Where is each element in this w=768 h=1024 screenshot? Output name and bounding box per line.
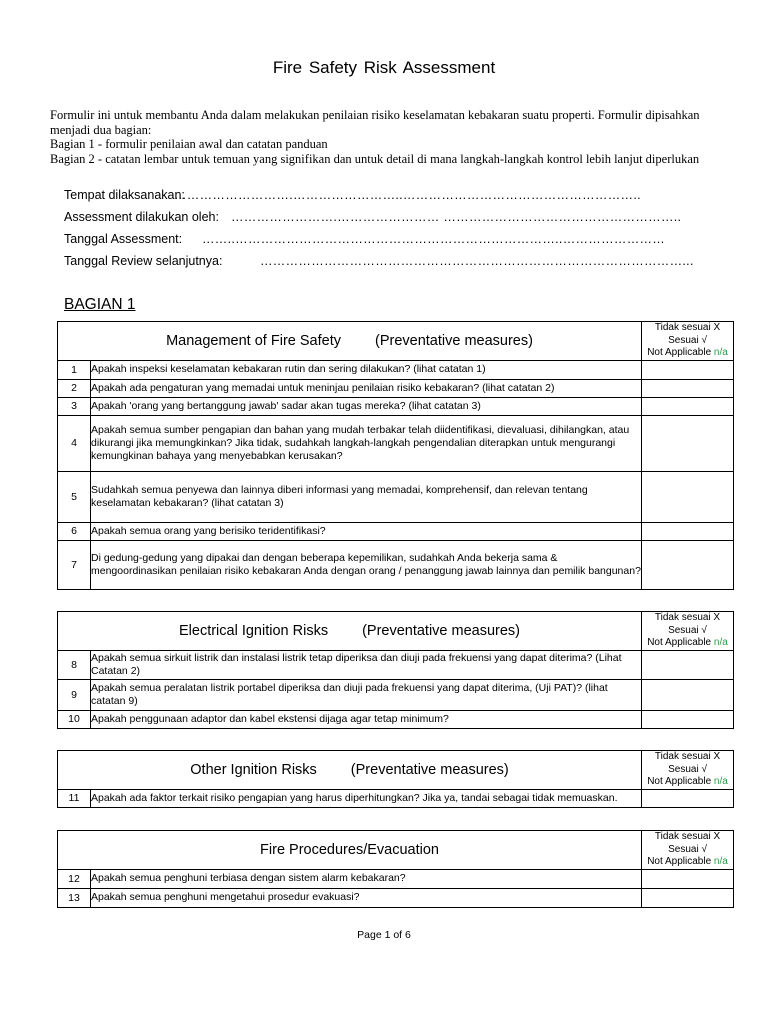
legend-not-compliant: Tidak sesuai X <box>654 831 721 842</box>
field-blank[interactable]: ……………………….……………………..……………………………………………….. <box>174 188 641 202</box>
field-assessor <box>64 210 682 224</box>
field-label: Tempat dilaksanakan: <box>64 188 185 202</box>
answer-cell[interactable] <box>642 540 734 589</box>
answer-cell[interactable] <box>642 869 734 888</box>
table-row <box>58 415 734 471</box>
section-table-other-ignition <box>57 750 734 808</box>
answer-cell[interactable] <box>642 888 734 907</box>
intro-paragraph <box>50 108 740 166</box>
table-row <box>58 522 734 540</box>
table-row <box>58 789 734 807</box>
row-number: 6 <box>58 522 91 540</box>
intro-line: Formulir ini untuk membantu Anda dalam melakukan penilaian risiko keselamatan kebakaran suatu properti. Formulir dipisahkan <box>50 108 700 122</box>
answer-cell[interactable] <box>642 789 734 807</box>
section-table-evacuation <box>57 830 734 908</box>
row-number: 5 <box>58 471 91 522</box>
question-text: Apakah penggunaan adaptor dan kabel ekstensi dijaga agar tetap minimum? <box>91 710 642 728</box>
legend-not-compliant: Tidak sesuai X <box>654 751 721 762</box>
section-heading: BAGIAN 1 <box>64 296 136 313</box>
question-text: Apakah semua orang yang berisiko teridentifikasi? <box>91 522 642 540</box>
section-title: Management of Fire Safety <box>166 332 341 349</box>
row-number: 2 <box>58 379 91 397</box>
field-review-date <box>64 254 694 268</box>
field-blank[interactable]: ……..…………………………………………………………………..…………………… <box>202 232 666 246</box>
status-legend <box>642 612 734 651</box>
answer-cell[interactable] <box>642 360 734 379</box>
legend-compliant: Sesuai √ <box>668 843 707 855</box>
status-legend <box>642 322 734 361</box>
legend-not-applicable: Not Applicable n/a <box>647 856 728 867</box>
field-tempat <box>64 188 641 202</box>
answer-cell[interactable] <box>642 397 734 415</box>
field-label: Tanggal Review selanjutnya: <box>64 254 223 268</box>
row-number: 10 <box>58 710 91 728</box>
page-number: Page 1 of 6 <box>357 929 411 941</box>
answer-cell[interactable] <box>642 650 734 679</box>
document-title: Fire Safety Risk Assessment <box>272 58 496 77</box>
table-row <box>58 360 734 379</box>
legend-not-applicable: Not Applicable n/a <box>647 776 728 787</box>
legend-not-applicable: Not Applicable n/a <box>647 347 728 358</box>
answer-cell[interactable] <box>642 522 734 540</box>
table-row <box>58 471 734 522</box>
legend-not-compliant: Tidak sesuai X <box>654 612 721 623</box>
row-number: 13 <box>58 888 91 907</box>
field-date <box>64 232 666 246</box>
row-number: 11 <box>58 789 91 807</box>
section-header <box>58 751 642 790</box>
table-row <box>58 888 734 907</box>
question-text: Apakah ada faktor terkait risiko pengapian yang harus diperhitungkan? Jika ya, tandai sebagai tidak memuaskan. <box>91 789 642 807</box>
section-subtitle: (Preventative measures) <box>362 622 521 639</box>
answer-cell[interactable] <box>642 679 734 710</box>
intro-line: Bagian 1 - formulir penilaian awal dan catatan panduan <box>50 137 328 151</box>
section-table-electrical <box>57 611 734 729</box>
section-title: Fire Procedures/Evacuation <box>260 841 439 858</box>
answer-cell[interactable] <box>642 710 734 728</box>
status-legend <box>642 831 734 870</box>
table-row <box>58 379 734 397</box>
field-label: Assessment dilakukan oleh: <box>64 210 219 224</box>
row-number: 9 <box>58 679 91 710</box>
legend-not-compliant: Tidak sesuai X <box>654 322 721 333</box>
field-blank[interactable]: …………………….…………………… ……………………………………………….. <box>231 210 682 224</box>
row-number: 1 <box>58 360 91 379</box>
answer-cell[interactable] <box>642 471 734 522</box>
legend-compliant: Sesuai √ <box>668 334 707 346</box>
section-title: Other Ignition Risks <box>190 761 317 778</box>
section-title: Electrical Ignition Risks <box>178 622 329 639</box>
table-row <box>58 540 734 589</box>
table-row <box>58 397 734 415</box>
section-header <box>58 612 642 651</box>
row-number: 3 <box>58 397 91 415</box>
table-row <box>58 650 734 679</box>
question-text: Apakah semua sumber pengapian dan bahan yang mudah terbakar telah diidentifikasi, dievaluasi, dihilangkan, atau dikurangi jika memungkinkan? Jika tidak, sudahkah langkah-langkah pengendalian diterapkan untuk mengurangi kemungkinan bahaya yang menyebabkan kerusakan? <box>91 415 642 471</box>
status-legend <box>642 751 734 790</box>
question-text: Apakah ada pengaturan yang memadai untuk meninjau penilaian risiko kebakaran? (lihat catatan 2) <box>91 379 642 397</box>
legend-compliant: Sesuai √ <box>668 624 707 636</box>
question-text: Sudahkah semua penyewa dan lainnya diberi informasi yang memadai, komprehensif, dan relevan tentang keselamatan kebakaran? (lihat catatan 3) <box>91 471 642 522</box>
row-number: 8 <box>58 650 91 679</box>
section-subtitle: (Preventative measures) <box>374 332 533 349</box>
legend-compliant: Sesuai √ <box>668 763 707 775</box>
row-number: 7 <box>58 540 91 589</box>
field-label: Tanggal Assessment: <box>64 232 183 246</box>
table-row <box>58 710 734 728</box>
section-subtitle: (Preventative measures) <box>350 761 509 778</box>
answer-cell[interactable] <box>642 379 734 397</box>
question-text: Apakah semua sirkuit listrik dan instalasi listrik tetap diperiksa dan diuji pada frekuensi yang dapat diterima? (Lihat Catatan 2) <box>91 650 642 679</box>
legend-not-applicable: Not Applicable n/a <box>647 637 728 648</box>
section-header <box>58 831 642 870</box>
section-header <box>58 322 642 361</box>
section-table-management <box>57 321 734 590</box>
answer-cell[interactable] <box>642 415 734 471</box>
question-text: Di gedung-gedung yang dipakai dan dengan beberapa kepemilikan, sudahkah Anda bekerja sama & mengoordinasikan penilaian risiko kebakaran Anda dengan orang / penanggung jawab lainnya dan pemilik bangunan? <box>91 540 642 589</box>
question-text: Apakah 'orang yang bertanggung jawab' sadar akan tugas mereka? (lihat catatan 3) <box>91 397 642 415</box>
question-text: Apakah inspeksi keselamatan kebakaran rutin dan sering dilakukan? (lihat catatan 1) <box>91 360 642 379</box>
table-row <box>58 869 734 888</box>
question-text: Apakah semua penghuni terbiasa dengan sistem alarm kebakaran? <box>91 869 642 888</box>
table-row <box>58 679 734 710</box>
question-text: Apakah semua peralatan listrik portabel diperiksa dan diuji pada frekuensi yang dapat diterima, (Uji PAT)? (lihat catatan 9) <box>91 679 642 710</box>
field-blank[interactable]: ………………………………………………………………………………………... <box>260 254 694 268</box>
question-text: Apakah semua penghuni mengetahui prosedur evakuasi? <box>91 888 642 907</box>
row-number: 4 <box>58 415 91 471</box>
intro-line: menjadi dua bagian: <box>50 122 152 137</box>
intro-line: Bagian 2 - catatan lembar untuk temuan yang signifikan dan untuk detail di mana langkah-langkah kontrol lebih lanjut diperlukan <box>50 151 700 166</box>
row-number: 12 <box>58 869 91 888</box>
